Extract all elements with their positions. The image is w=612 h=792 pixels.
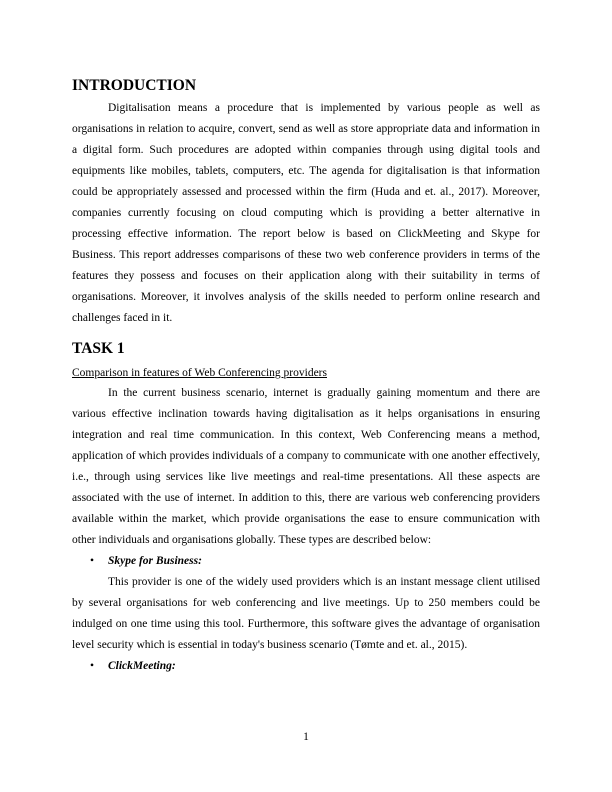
bullet-label: ClickMeeting: bbox=[108, 660, 176, 672]
introduction-heading: INTRODUCTION bbox=[72, 77, 197, 94]
bullet-clickmeeting bbox=[72, 656, 540, 677]
introduction-paragraph: Digitalisation means a procedure that is implemented by various people as well as organisations in relation to acquire, convert, send as well as store appropriate data and information in a digital form. Such procedures are adopted within companies through using digital tools and equipments like mobiles, tablets, computers, etc. The agenda for digitalisation is that information could be appropriately assessed and processed within the firm (Huda and et. al., 2017). Moreover, companies currently focusing on cloud computing which is providing a better alternative in processing effective information. The report below is based on ClickMeeting and Skype for Business. This report addresses comparisons of these two web conference providers in terms of the features they possess and focuses on their application along with their suitability in terms of organisations. Moreover, it involves analysis of the skills needed to perform online research and challenges faced in it. bbox=[72, 102, 540, 324]
bullet-skype-for-business bbox=[72, 551, 540, 572]
task1-paragraph: In the current business scenario, internet is gradually gaining momentum and there are various effective inclination towards having digitalisation as it helps organisations in ensuring integration and real time communication. In this context, Web Conferencing means a method, application of which provides individuals of a company to communicate with one another effectively, i.e., through using services like live meetings and real-time presentations. All these aspects are associated with the use of internet. In addition to this, there are various web conferencing providers available within the market, which provide organisations the ease to ensure communication with other individuals and organisations globally. These types are described below: bbox=[72, 387, 540, 546]
page-content bbox=[72, 76, 540, 677]
bullet-marker-icon: • bbox=[90, 660, 95, 672]
skype-for-business-paragraph: This provider is one of the widely used providers which is an instant message client utilised by several organisations for web conferencing and live meetings. Up to 250 members could be indulged on one time using this tool. Furthermore, this software gives the advantage of organisation level security which is essential in today's business scenario (Tømte and et. al., 2015). bbox=[72, 576, 540, 651]
task1-subheading: Comparison in features of Web Conferencing providers bbox=[72, 367, 327, 379]
page-number: 1 bbox=[303, 731, 309, 743]
bullet-marker-icon: • bbox=[90, 555, 95, 567]
task1-heading: TASK 1 bbox=[72, 340, 125, 357]
bullet-label: Skype for Business: bbox=[108, 555, 202, 567]
